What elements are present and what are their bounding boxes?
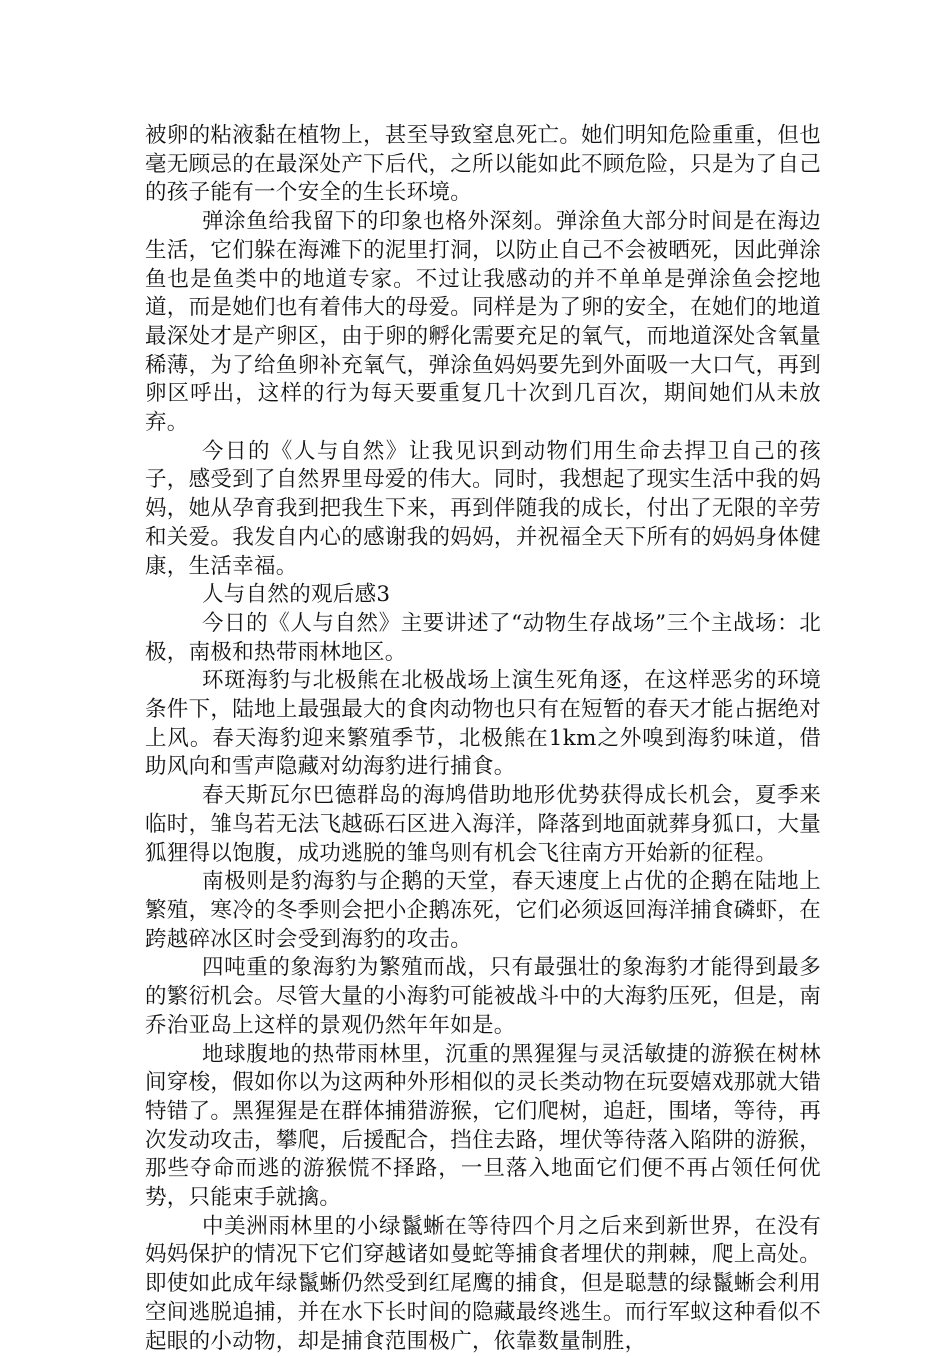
paragraph-7: 春天斯瓦尔巴德群岛的海鸠借助地形优势获得成长机会，夏季来临时，雏鸟若无法飞越砾石区进入海洋，降落到地面就葬身狐口，大量狐狸得以饱腹，成功逃脱的雏鸟则有机会飞往南方开始新的征程。 bbox=[145, 783, 821, 866]
section-title: 人与自然的观后感3 bbox=[202, 582, 391, 608]
paragraph-3: 今日的《人与自然》让我见识到动物们用生命去捍卫自己的孩子，感受到了自然界里母爱的伟大。同时，我想起了现实生活中我的妈妈，她从孕育我到把我生下来，再到伴随我的成长，付出了无限的辛劳和关爱。我发自内心的感谢我的妈妈，并祝福全天下所有的妈妈身体健康，生活幸福。 bbox=[145, 438, 821, 579]
paragraph-6: 环斑海豹与北极熊在北极战场上演生死角逐，在这样恶劣的环境条件下，陆地上最强最大的食肉动物也只有在短暂的春天才能占据绝对上风。春天海豹迎来繁殖季节，北极熊在1km之外嗅到海豹味道，借助风向和雪声隐藏对幼海豹进行捕食。 bbox=[145, 668, 821, 780]
paragraph-8: 南极则是豹海豹与企鹅的天堂，春天速度上占优的企鹅在陆地上繁殖，寒冷的冬季则会把小企鹅冻死，它们必须返回海洋捕食磷虾，在跨越碎冰区时会受到海豹的攻击。 bbox=[145, 869, 821, 952]
paragraph-10: 地球腹地的热带雨林里，沉重的黑猩猩与灵活敏捷的游猴在树林间穿梭，假如你以为这两种外形相似的灵长类动物在玩耍嬉戏那就大错特错了。黑猩猩是在群体捕猎游猴，它们爬树，追赶，围堵，等待，再次发动攻击，攀爬，后援配合，挡住去路，埋伏等待落入陷阱的游猴，那些夺命而逃的游猴慌不择路，一旦落入地面它们便不再占领任何优势，只能束手就擒。 bbox=[145, 1041, 821, 1211]
paragraph-2: 弹涂鱼给我留下的印象也格外深刻。弹涂鱼大部分时间是在海边生活，它们躲在海滩下的泥里打洞，以防止自己不会被晒死，因此弹涂鱼也是鱼类中的地道专家。不过让我感动的并不单单是弹涂鱼会挖地道，而是她们也有着伟大的母爱。同样是为了卵的安全，在她们的地道最深处才是产卵区，由于卵的孵化需要充足的氧气，而地道深处含氧量稀薄，为了给鱼卵补充氧气，弹涂鱼妈妈要先到外面吸一大口气，再到卵区呼出，这样的行为每天要重复几十次到几百次，期间她们从未放弃。 bbox=[145, 209, 821, 436]
paragraph-5: 今日的《人与自然》主要讲述了“动物生存战场”三个主战场：北极，南极和热带雨林地区。 bbox=[145, 610, 821, 665]
paragraph-11: 中美洲雨林里的小绿鬣蜥在等待四个月之后来到新世界，在没有妈妈保护的情况下它们穿越诸如曼蛇等捕食者埋伏的荆棘，爬上高处。即使如此成年绿鬣蜥仍然受到红尾鹰的捕食，但是聪慧的绿鬣蜥会利用空间逃脱追捕，并在水下长时间的隐藏最终逃生。而行军蚁这种看似不起眼的小动物，却是捕食范围极广，依靠数量制胜， bbox=[145, 1213, 821, 1354]
paragraph-9: 四吨重的象海豹为繁殖而战，只有最强壮的象海豹才能得到最多的繁衍机会。尽管大量的小海豹可能被战斗中的大海豹压死，但是，南乔治亚岛上这样的景观仍然年年如是。 bbox=[145, 955, 821, 1038]
paragraph-1: 被卵的粘液黏在植物上，甚至导致窒息死亡。她们明知危险重重，但也毫无顾忌的在最深处产下后代，之所以能如此不顾危险，只是为了自己的孩子能有一个安全的生长环境。 bbox=[145, 123, 821, 206]
document-page bbox=[145, 122, 821, 1356]
